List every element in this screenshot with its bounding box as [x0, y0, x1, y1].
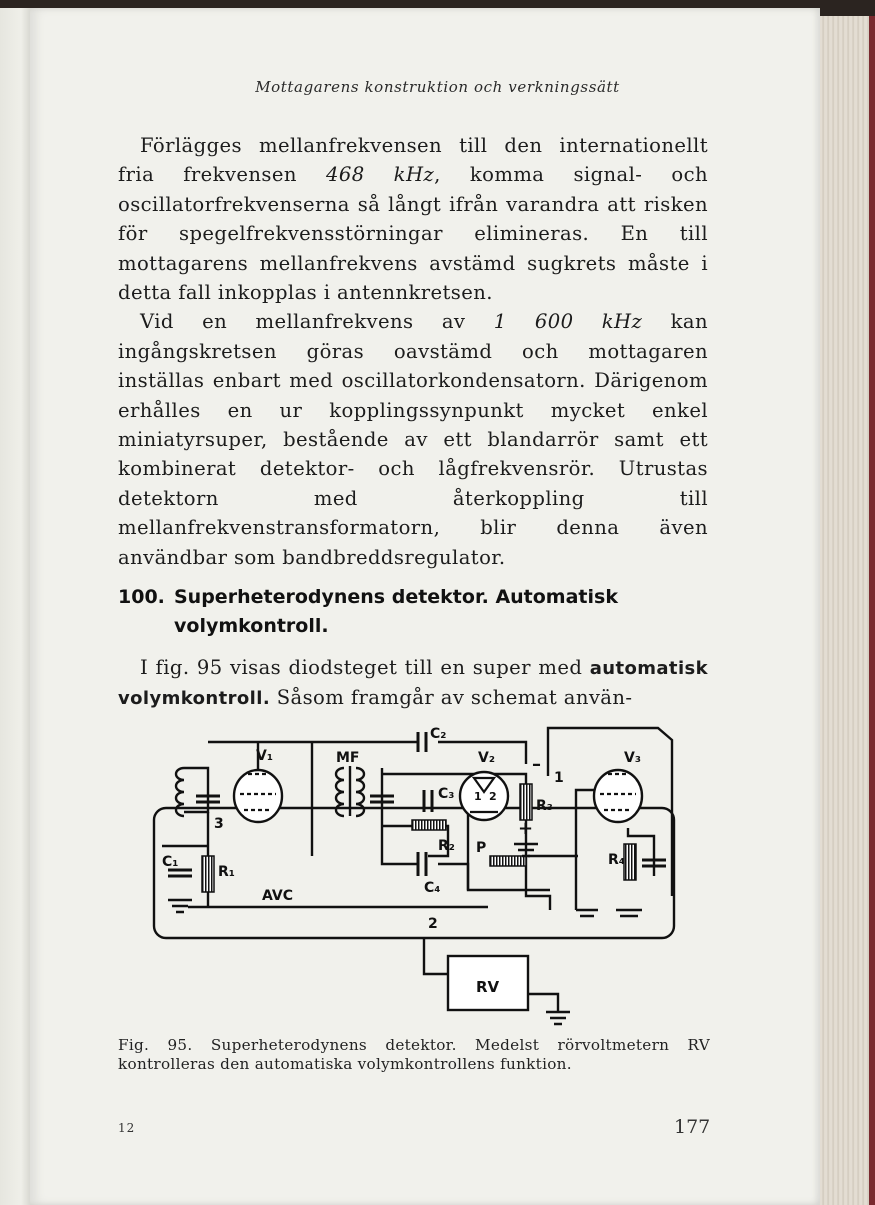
label-node-3: 3	[214, 816, 224, 832]
body-text	[118, 131, 708, 572]
label-diode-2: 2	[489, 790, 497, 803]
section-number: 100.	[118, 586, 165, 608]
paragraph-1	[118, 131, 708, 307]
section-heading	[118, 583, 708, 641]
paragraph-3-bold: automatisk volymkontroll.	[118, 658, 708, 710]
page-stack-edges	[820, 16, 875, 1205]
label-p: P	[476, 840, 487, 856]
label-c1: C₁	[162, 854, 179, 870]
book-cover-edge	[869, 16, 875, 1205]
paragraph-3	[118, 653, 708, 714]
signature-mark: 12	[118, 1121, 136, 1135]
body-text-2	[118, 653, 708, 714]
label-r3: R₃	[536, 798, 553, 814]
label-diode-1: 1	[474, 790, 482, 803]
label-plus: +	[518, 818, 534, 839]
ground-symbol	[576, 910, 598, 916]
paragraph-3-text-b: Såsom framgår av schemat använ-	[270, 686, 633, 710]
label-v1: V₁	[256, 748, 273, 764]
running-header: Mottagarens konstruktion och verkningssätt	[255, 78, 620, 96]
resistor-r2	[412, 820, 446, 830]
paragraph-3-text-a: I fig. 95 visas diodsteget till en super med	[140, 656, 590, 679]
ground-symbol	[546, 1012, 570, 1024]
paragraph-2	[118, 307, 708, 572]
label-node-1: 1	[554, 770, 564, 786]
figure-caption: Fig. 95. Superheterodynens detektor. Medelst rörvoltmetern RV kontrolleras den automatiska volymkontrollens funktion.	[118, 1036, 710, 1073]
page-number: 177	[674, 1116, 711, 1138]
circuit-diagram	[148, 716, 688, 1036]
section-title: Superheterodynens detektor. Automatisk volymkontroll.	[174, 586, 618, 637]
label-avc: AVC	[262, 888, 293, 904]
paragraph-1-text-b: , komma signal- och oscillatorfrekvenserna så långt ifrån varandra att risken för spegelfrekvensstörningar elimineras. En till mottagarens mellanfrekvens avstämd sugkrets måste i detta fall inkopplas i antennkretsen.	[118, 163, 708, 305]
label-r1: R₁	[218, 864, 235, 880]
tube-v1	[234, 770, 282, 822]
label-r4: R₄	[608, 852, 625, 868]
facing-page-edge	[0, 8, 30, 1205]
label-c4: C₄	[424, 880, 441, 896]
paragraph-2-text-b: kan ingångskretsen göras oavstämd och mottagaren inställas enbart med oscillatorkondensatorn. Därigenom erhålles en ur kopplingssynpunkt mycket enkel miniatyrsuper, bestående av ett blandarrör samt ett kombinerat detektor- och lågfrekvensrör. Utrustas detektorn med återkoppling till mellanfrekvenstransformatorn, blir denna även användbar som bandbreddsregulator.	[118, 310, 708, 569]
resistor-r4	[624, 844, 636, 880]
label-c2: C₂	[430, 726, 447, 742]
paragraph-1-text-a: Förlägges mellanfrekvensen till den internationellt fria frekvensen	[118, 134, 708, 187]
label-mf: MF	[336, 750, 360, 766]
ground-symbol	[616, 910, 642, 916]
label-v2: V₂	[478, 750, 495, 766]
label-node-2: 2	[428, 916, 438, 932]
frequency-1600: 1 600 kHz	[493, 310, 643, 334]
label-r2: R₂	[438, 838, 455, 854]
resistor-r1	[202, 856, 214, 892]
potentiometer-p	[490, 856, 526, 866]
frequency-468: 468 kHz	[325, 163, 435, 187]
resistor-r3	[520, 784, 532, 820]
label-rv: RV	[476, 978, 500, 996]
tube-v3	[594, 770, 642, 822]
label-c3: C₃	[438, 786, 455, 802]
label-minus: –	[532, 754, 541, 775]
paragraph-2-text-a: Vid en mellanfrekvens av	[140, 310, 494, 334]
input-tank-wire	[184, 768, 208, 812]
label-v3: V₃	[624, 750, 641, 766]
